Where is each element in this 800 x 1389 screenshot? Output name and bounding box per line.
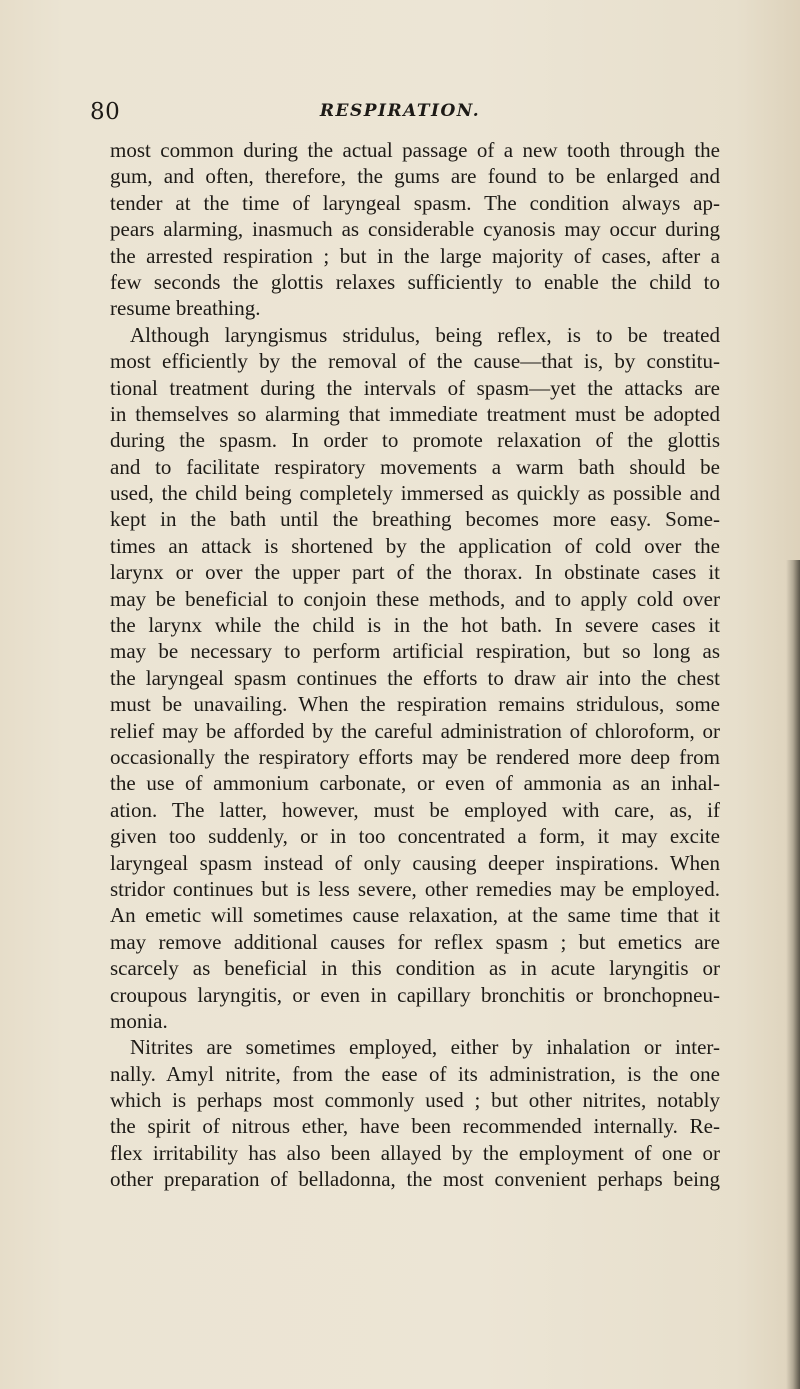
- paragraph: [110, 1034, 720, 1192]
- text-line: scarcely as beneficial in this condition as in acute laryngitis or: [110, 956, 720, 981]
- text-line: larynx or over the upper part of the thorax. In obstinate cases it: [110, 560, 720, 585]
- text-line: the laryngeal spasm continues the efforts to draw air into the chest: [110, 665, 720, 690]
- text-line: given too suddenly, or in too concentrated a form, it may excite: [110, 824, 720, 849]
- text-line: tional treatment during the intervals of spasm—yet the attacks are: [110, 375, 720, 400]
- body-text: [110, 137, 720, 1193]
- paragraph: [110, 322, 720, 1035]
- page-edge-shadow: [786, 560, 800, 1389]
- text-line: the use of ammonium carbonate, or even of ammonia as an inhal-: [110, 771, 720, 796]
- text-line: Nitrites are sometimes employed, either by inhalation or inter-: [130, 1035, 720, 1060]
- text-line: used, the child being completely immersed as quickly as possible and: [110, 481, 720, 506]
- text-line: the larynx while the child is in the hot bath. In severe cases it: [110, 613, 720, 638]
- text-line: most common during the actual passage of a new tooth through the: [110, 138, 720, 162]
- text-line: gum, and often, therefore, the gums are found to be enlarged and: [110, 164, 720, 189]
- text-line: monia.: [110, 1008, 168, 1033]
- text-line: may be beneficial to conjoin these methods, and to apply cold over: [110, 586, 720, 611]
- text-line: few seconds the glottis relaxes sufficiently to enable the child to: [110, 269, 720, 294]
- page-number: 80: [90, 99, 121, 125]
- text-line: in themselves so alarming that immediate treatment must be adopted: [110, 401, 720, 426]
- text-line: kept in the bath until the breathing becomes more easy. Some-: [110, 507, 720, 532]
- paragraph: [110, 137, 720, 322]
- text-line: An emetic will sometimes cause relaxation, at the same time that it: [110, 903, 720, 928]
- running-head: RESPIRATION.: [319, 101, 481, 121]
- text-line: ation. The latter, however, must be employed with care, as, if: [110, 797, 720, 822]
- text-line: may remove additional causes for reflex spasm ; but emetics are: [110, 929, 720, 954]
- text-line: the spirit of nitrous ether, have been recommended internally. Re-: [110, 1114, 720, 1139]
- text-line: must be unavailing. When the respiration remains stridulous, some: [110, 692, 720, 717]
- text-line: times an attack is shortened by the application of cold over the: [110, 533, 720, 558]
- text-line: stridor continues but is less severe, other remedies may be employed.: [110, 876, 720, 901]
- text-line: which is perhaps most commonly used ; but other nitrites, notably: [110, 1088, 720, 1113]
- text-line: during the spasm. In order to promote relaxation of the glottis: [110, 428, 720, 453]
- text-line: and to facilitate respiratory movements a warm bath should be: [110, 454, 720, 479]
- text-line: may be necessary to perform artificial respiration, but so long as: [110, 639, 720, 664]
- text-line: most efficiently by the removal of the cause—that is, by constitu-: [110, 349, 720, 374]
- text-line: relief may be afforded by the careful administration of chloroform, or: [110, 718, 720, 743]
- text-line: Although laryngismus stridulus, being reflex, is to be treated: [130, 322, 720, 347]
- text-line: flex irritability has also been allayed by the employment of one or: [110, 1140, 720, 1165]
- text-line: other preparation of belladonna, the most convenient perhaps being: [110, 1167, 720, 1192]
- text-line: pears alarming, inasmuch as considerable cyanosis may occur during: [110, 217, 720, 242]
- text-line: laryngeal spasm instead of only causing deeper inspirations. When: [110, 850, 720, 875]
- text-line: occasionally the respiratory efforts may be rendered more deep from: [110, 744, 720, 769]
- text-line: nally. Amyl nitrite, from the ease of its administration, is the one: [110, 1061, 720, 1086]
- text-line: resume breathing.: [110, 296, 261, 321]
- page-header: [90, 99, 710, 131]
- text-line: tender at the time of laryngeal spasm. The condition always ap-: [110, 190, 720, 215]
- text-line: the arrested respiration ; but in the large majority of cases, after a: [110, 243, 720, 268]
- text-line: croupous laryngitis, or even in capillary bronchitis or bronchopneu-: [110, 982, 720, 1007]
